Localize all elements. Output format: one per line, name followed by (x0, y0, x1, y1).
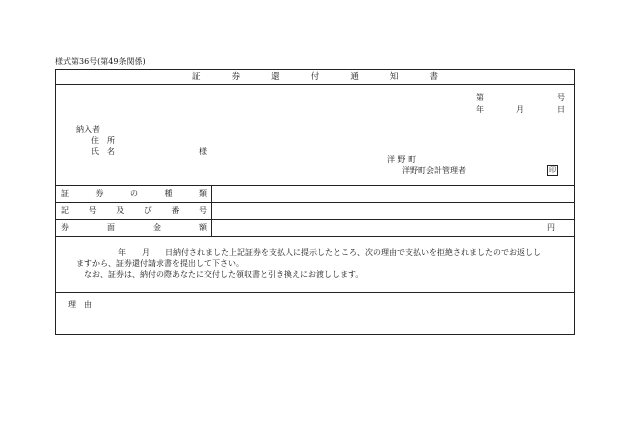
rule-amount (56, 236, 574, 237)
date-month: 月 (516, 105, 524, 114)
label-char: 及 (116, 206, 125, 215)
rule-type (56, 202, 574, 203)
body-year: 年 (118, 248, 126, 257)
security-type-label (61, 190, 207, 198)
label-char: 号 (88, 206, 97, 215)
label-char: び (143, 206, 152, 215)
label-char: 号 (198, 206, 207, 215)
label-char: 番 (171, 206, 180, 215)
rule-title (56, 84, 574, 85)
title-char: 通 (350, 72, 359, 82)
number-suffix: 号 (557, 93, 565, 102)
title-char: 書 (429, 72, 438, 82)
date-year: 年 (476, 105, 484, 114)
rule-header (56, 185, 574, 186)
honorific: 様 (199, 147, 207, 156)
address-label: 住 所 (91, 136, 115, 145)
number-prefix: 第 (476, 93, 484, 102)
label-char: 券 (95, 189, 104, 198)
label-char: 金 (153, 223, 161, 232)
document-title (192, 73, 438, 82)
body-month: 月 (142, 248, 150, 257)
notice-form (55, 69, 575, 335)
label-char: 種 (164, 189, 173, 198)
official-seal: 印 (549, 166, 556, 174)
rule-number (56, 219, 574, 220)
label-char: 額 (199, 223, 207, 232)
face-amount-label (61, 224, 207, 232)
label-char: 類 (199, 189, 207, 198)
reason-label: 理 由 (68, 300, 92, 309)
label-char: 記 (61, 206, 69, 215)
rule-body (56, 292, 574, 293)
payer-label: 納入者 (76, 125, 100, 134)
title-char: 知 (389, 72, 399, 82)
name-label: 氏 名 (91, 147, 115, 156)
label-char: 証 (61, 189, 69, 198)
title-char: 証 (192, 72, 201, 82)
body-line-3: なお、証券は、納付の際あなたに交付した領収書と引き換えにお渡しします。 (84, 270, 364, 279)
yen-unit: 円 (547, 223, 555, 232)
body-line-1: 日納付されました上記証券を支払人に提示したところ、次の理由で支払いを拒絶されましたのでお返しし (165, 248, 541, 257)
label-char: の (130, 189, 138, 198)
security-number-label (61, 207, 207, 215)
body-line-2: ますから、証券還付請求書を提出して下さい。 (76, 259, 244, 268)
label-char: 面 (107, 223, 115, 232)
date-day: 日 (557, 105, 565, 114)
field-divider (211, 185, 212, 236)
title-char: 還 (271, 72, 280, 82)
title-char: 券 (231, 72, 241, 82)
label-char: 券 (61, 223, 69, 232)
issuer-officer: 洋野町会計管理者 (402, 166, 466, 175)
title-char: 付 (310, 72, 320, 82)
issuer-town: 洋 野 町 (387, 155, 417, 164)
form-number-label: 様式第36号(第49条関係) (55, 57, 146, 66)
